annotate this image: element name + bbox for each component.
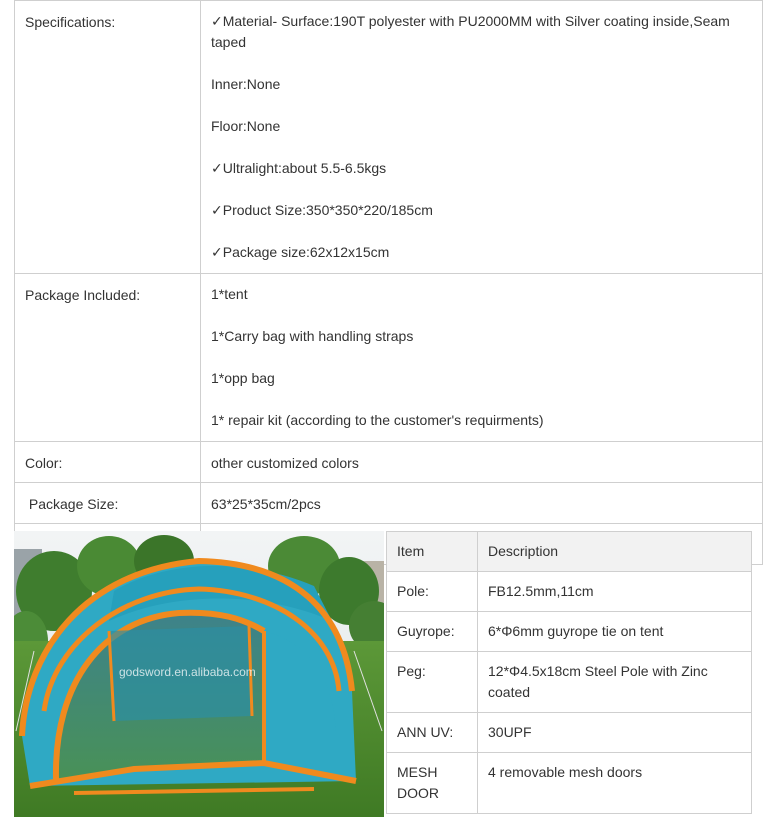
description-cell: 4 removable mesh doors [478, 753, 752, 814]
spec-line: ✓Product Size:350*350*220/185cm [211, 202, 433, 218]
desc-row [387, 612, 752, 652]
item-cell: Guyrope: [387, 612, 478, 652]
package-item: 1* repair kit (according to the customer's requirments) [211, 412, 544, 428]
package-item: 1*opp bag [211, 370, 275, 386]
desc-row [387, 572, 752, 612]
color-label: Color: [25, 455, 63, 471]
item-cell: Pole: [387, 572, 478, 612]
desc-header-row [387, 532, 752, 572]
spec-line: ✓Package size:62x12x15cm [211, 244, 390, 260]
description-cell: FB12.5mm,11cm [478, 572, 752, 612]
item-cell: MESH DOOR [387, 753, 478, 814]
spec-line: ✓Ultralight:about 5.5-6.5kgs [211, 160, 387, 176]
package-size-value: 63*25*35cm/2pcs [211, 496, 321, 512]
specifications-table [14, 0, 763, 565]
package-item: 1*tent [211, 286, 248, 302]
description-cell: 6*Φ6mm guyrope tie on tent [478, 612, 752, 652]
package-included-label: Package Included: [25, 287, 141, 303]
spec-row-package-included [15, 274, 763, 442]
description-column-header: Description [478, 532, 752, 572]
description-cell: 30UPF [478, 713, 752, 753]
desc-row [387, 753, 752, 814]
package-item: 1*Carry bag with handling straps [211, 328, 414, 344]
tent-photo [14, 531, 384, 817]
item-cell: ANN UV: [387, 713, 478, 753]
spec-line: Inner:None [211, 76, 281, 92]
spec-line: Floor:None [211, 118, 281, 134]
item-description-table [386, 531, 752, 814]
spec-row-color [15, 442, 763, 483]
spec-row-specifications [15, 1, 763, 274]
color-value: other customized colors [211, 455, 359, 471]
description-cell: 12*Φ4.5x18cm Steel Pole with Zinc coated [478, 652, 752, 713]
desc-row [387, 652, 752, 713]
desc-row [387, 713, 752, 753]
watermark-text: godsword.en.alibaba.com [119, 665, 256, 679]
package-size-label: Package Size: [25, 496, 119, 512]
item-cell: Peg: [387, 652, 478, 713]
spec-row-package-size [15, 483, 763, 524]
spec-line: ✓Material- Surface:190T polyester with PU2000MM with Silver coating inside,Seam taped [211, 13, 730, 50]
item-column-header: Item [387, 532, 478, 572]
spec-label: Specifications: [25, 14, 116, 30]
